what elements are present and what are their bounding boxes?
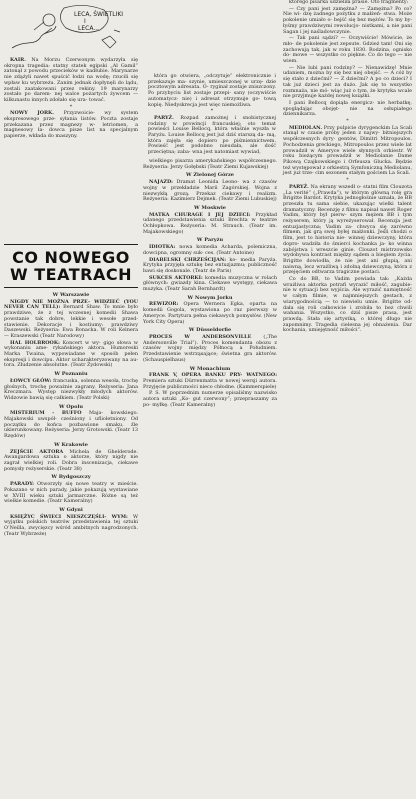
separator-star: * (210, 108, 214, 115)
article-paragraph (4, 379, 138, 402)
paragraph-text: Dramat Leonida Leono- wa z czasów wojny w przekładzie Marii Zagórskiej. Wojna z niezwykłą grozą. Przekaz ciekawy i realizm. Reżyseria: Kazimierz Dejmek. (Teatr Ziemi Lubuskiej) (143, 179, 277, 203)
separator-star: * (346, 177, 349, 184)
paragraph-lead: SUKCES AKTORKI: (149, 274, 203, 281)
paragraph-text: nowa komedia Acharda, polemiczna, dowcipna, ogromny suk- ces. (Teatr Antoine) (143, 244, 277, 256)
article-paragraph (4, 341, 138, 370)
article-paragraph (143, 213, 277, 236)
paragraph-lead: NAJAZD: (149, 179, 173, 186)
paragraph-text: Michela de Ghelderode. Awangardowa sztuka o aktorze, który nigdy nie zagrał wielkiej roli. Dobra inscenizacja, ciekawe pomysły reżyserskie. (Teatr 38) (4, 448, 138, 472)
paragraph-text: — Nie lubi pani rodziny? — Nienawidzę! Mnie udaniem, można by się bez niej obejść. — A cóż by się stało z dziećmi? — Z dziećmi? A po co dzieci? I tak już dzieci jest za dużo. Jak się to wszystko rozmnaża, nie mó- wiąc już o tym, że krytyka wcale nie przyjmuje każdej nowej książki. (283, 64, 412, 100)
paragraph-text: Rozpad zamożnej i snobistycznej rodziny w prowincji francuskiej; oto temat powieści Louise Bellocq, która właśnie wyszła w Paryżu. Louise Bellocq jest już dziś starszą da- mą, która zajęła się dopiero po piśmiennictwem. Powieść jest podobno nieudała, ale dość przeciętna; zaba- wna jest natomiast wywiad, (148, 114, 276, 156)
city-heading: W Nowym Jorku (187, 294, 233, 301)
paragraph-lead: KSIĘŻYC ŚWIECI NIESZCZĘŚLI- WYM: (10, 513, 128, 520)
article-paragraph (143, 245, 277, 256)
paragraph-text: Premiera sztuki Dürrenmatta w nowej wersji autora. Przyjęcie publiczności nieco chłodne. (Kammerspiele) (143, 377, 277, 390)
city-heading: W Poznaniu (54, 371, 88, 378)
paragraph-text: wielkiego pisarza amerykańskiego współczesnego. Reżyseria: Jerzy Gołębski (Teatr Ziemi Kujawskiej) (143, 158, 277, 170)
article-paragraph (4, 411, 138, 440)
paragraph-text: która go otwiera, „odczytuje” elektronicznie i przekazuje ma- szynie, umieszczonej w urzę- dzie pocztowym adresata. O- ryginał zostaje zniszczony. Po przybyciu list zostaje przepi- sany (oczywiście automatycz- nie) i adresat otrzymuje go- tową kopię. Niedyskrecja jest więc niemożliwa. (148, 73, 276, 108)
article-paragraph (283, 185, 412, 276)
paragraph-lead: NIGDY NIE MOŻNA PRZE- WIDZIEĆ (YOU NEVER CAN TELL): (4, 298, 138, 311)
article-paragraph (143, 391, 277, 408)
header-drawing (4, 0, 138, 56)
paragraph-lead: DIABELSKI CHRZEŚCIJAN: (149, 256, 227, 263)
paragraph-text: Przy pulpicie dyrygenckim La Scali stanął w czasie próby jeden z najwy- bitniejszych współczesnych dyry- gentów, Dimitri Mitropoulos. Pochodzenia greckiego, Mitropoulos przez wiele lat prowadził w Ameryce wiele słynnych orkiestr. W roku bieżącym prowadził w Mediolanie Dame Pikową Czajkowskiego i Orfeusza Glucka. Będzie też występował z orkiestrą Symfoniczną Mediolanu, jest już trze- cim sezonem stałym gościem La Scali. (283, 124, 412, 177)
city-heading: W Monachium (189, 365, 231, 372)
column-1-theatre-list (4, 290, 138, 538)
article-paragraph (143, 159, 277, 170)
paragraph-lead: HAL HOLBROOK: (10, 339, 60, 346)
news-item-kair: KAIR. Na Morzu Czerwonym wydarzyła się okropna tragedia: statny statek egipski „Al Gamil” zatonął z powodu przecieków w kadłubie. Marynarze nie zdążyli nawet spuścić łodzi na wodę; rzucili się wpław ku wybrzeżu. Zanim jednak dopłynęli do lądu, zostali zaatakowani przez rekiny. 19 marynarzy zostało po darem- nej walce pożartych żywcem — kilkunastu innych zdołało się ura- tować. (4, 57, 138, 103)
city-heading: W Düsseldorfie (188, 327, 232, 334)
column-1-top (4, 58, 138, 141)
column-2-top (148, 74, 276, 157)
paragraph-text: Na ekrany wszedł o- statni film Clouzota „La verité” („Prawda”), w którym główną rolę gra Brigitte Bardot. Krytyka jednogłośnie uznała, że BB przeszła tu sama siebie, ukazując wielki talent dramatyczny. Recenzję z filmu napisał nawet Roger Vadim, który był pierw- szym mężem BB i tym reżyserem, który ją wyreżyserował. Recenzja jest entuzjastyczna; Vadim za- chwyca się zarówno filmem, jak grą swej byłej małżonki. Jeśli chodzi o film, jest to historia nie- winnej dziewczyny, która dopro- wadziła do śmierci kochanka ja- ko winna zabójstwa i wreszcie ginie. Clouzot mistrzowsko wydobywa kontrast między sądem a biegiem życia. Brigitte dowiodła, że nie jest ani głupią, ani naiwną, lecz wrażliwą i zdolną dziewczyną, która z przejęciem odtwarza tragiczne postaci. (283, 183, 412, 276)
separator-star: * (346, 118, 349, 125)
article-paragraph (4, 300, 138, 340)
city-heading: W Opolu (58, 403, 84, 410)
article-paragraph (143, 276, 277, 293)
drawing-caption-line-3: LECA... (78, 25, 100, 32)
theatre-section-header (4, 244, 138, 288)
paragraph-text: Maja- kowskiego. Majakowski uwspół- cześniony i uflioletniony. Od początku do końca pozbawione smaku, źle ukierunkowany. Reżyseria: Jerzy Grotowski. (Teatr 13 Rzędów) (4, 410, 139, 440)
article-paragraph (283, 126, 412, 177)
paragraph-text: francuska, solenna wesoła, trochę głośnych, trochę poważnie zagrany. Reżyseria: Jana Kreczmara. Występ niezwykły młodych aktorów. Widzowie bawią się całkiem. (Teatr Polski) (4, 377, 139, 401)
paragraph-text: Otworzyły się nowe teatry w mieście. Pokazano w nich parady, jakie pokazują wystawiane w XVIII wieku sztuki jarmarczne. Różne są też wielkie komedie. (Teatr Kameralny) (4, 481, 138, 505)
article-paragraph (143, 258, 277, 275)
paragraph-lead: PARYŻ. (289, 183, 309, 190)
paragraph-text: — Czy pani jest zamężna? — Zamężna? Po co? Nie wi- dzę żadnego pożytku z małżeń- stwa. Może pokolenie umiało o- bejść się bez mężów. To my by- łyśmy prawdziwymi rewolucjo- nistkami, a nie pani Sagan i jej naśladowczynie. (283, 5, 412, 35)
article-paragraph (283, 36, 412, 65)
article-paragraph (283, 101, 412, 118)
article-paragraph (143, 373, 277, 390)
city-heading: W Bydgoszczy (51, 474, 91, 481)
paragraph-lead: MISTERIUM - BUFFO (10, 410, 82, 417)
paragraph-lead: ZEJŚCIE AKTORA (10, 448, 64, 455)
paragraph-lead: PROCES W ANDERSONVILLE (149, 333, 252, 340)
article-paragraph (283, 277, 412, 334)
paragraph-text: („The Andersonville Trial”). Proces komendanta obozu z czasów wojny między Północą a Południem. Przedstawienie wstrząsające; świetna gra aktorów. (Schauspielhaus) (143, 333, 277, 363)
article-paragraph (4, 450, 138, 473)
article-paragraph (143, 180, 277, 203)
paragraph-lead: MATKA CHURAGE I JEJ DZIECI: (149, 211, 251, 218)
column-2-theatre-list (143, 159, 277, 409)
paragraph-text: Bernard Shaw. To mnie było prawdziwe, że z tej wczesnej komedii Shawa powstanie tak dobre, lekkie i wesołe przed- stawienie. Dekoracje i kostiumy: prawdziwy Daszewski. Reżyseria: Ewa Bonacka. W roli Kelnera — Kraszewski (Teatr Narodowy) (4, 304, 138, 339)
article-paragraph (148, 116, 276, 156)
section-title-line-1: CO NOWEGO (12, 248, 130, 267)
paragraph-lead: REWIZOR: (149, 301, 179, 308)
city-heading: W Krakowie (54, 441, 88, 448)
drawing-caption-line-2: I (84, 18, 86, 25)
paragraph-lead: PARADY: (10, 481, 34, 488)
city-heading: W Moskwie (194, 204, 226, 211)
paragraph-text: Koncert w wy- gigo słowa w wykonaniu ame- rykańskiego aktora. Humoreski Marka Twaina, wypowiadane w sposób pełen ekspresji i dowcipu. Aktor ucharakteryzowany na au- tora. Złudzenie absolutne. (Teatr Żydowski) (4, 339, 138, 369)
paragraph-text: Przykład udanego przedstawienia sztuki Brechta w teatrze Ochłopkowa. Reżyseria: M. Strauch. (Teatr im. Majakowskiego) (143, 211, 277, 235)
paragraph-lead: IDIOTKA: (149, 244, 176, 251)
separator-star: * (69, 103, 73, 110)
section-title-line-2: W TEATRACH (10, 265, 132, 284)
city-heading: W Paryżu (196, 237, 224, 244)
drawing-caption-line-1: LECA, ŚWIETLIKI (74, 11, 124, 18)
column-3 (283, 0, 412, 335)
paragraph-text: komedia muzyczna w rolach głównych: gwiazdy kina. Ciekawe występy, ciekawa muzyka. (Teatr Sarah Bernhardt) (143, 274, 277, 293)
paragraph-text: ko- media Paryża. Krytyka przyjęła sztukę bez entuzjazmu; publiczność bawi się doskonale. (Teatr de Paris) (143, 256, 277, 274)
paragraph-lead: MEDIOLAN. (289, 124, 323, 131)
article-paragraph (143, 335, 277, 364)
city-heading: W Gdyni (59, 506, 83, 513)
article-paragraph (143, 302, 277, 325)
paragraph-text: — Tak pani sądzi? — Oczywiście! Mówicie, że mło- de pokolenie jest zepsute. Gdzież tam! Oni się zachowują tak, jak w roku 1830. Rodzina, ognisko do- mowe — wszystko co piękne. Co do tego — nie wiem. (283, 35, 412, 65)
city-heading: W Warszawie (52, 292, 90, 298)
news-item-nowy-jork: NOWY JORK. Przyzwoicie- wy system ekspresowego prze- syłania listów. Poczta zostaje przekazana przez magnezy w- letriomen, a magnesowy ła- dowca pisze list na specjalnym papierze, wkłada do maszyny. (4, 110, 138, 140)
paragraph-text: Co do BB, to Vadim powiada tak: „Każda wrażliwa aktorka potrafi wyrazić miłość, zagubie- nie w sytuacji bez wyjścia. Ale wyrazić namiętność w całym filmie, w najmniejszych gestach, z wiarygodnością — to niewielu umie. Brigitte od- dała się roli całkowicie i zrobiła to bez chwili wahania. Wszystko, co dziś pisze prasa, jest prawdą. Stała się artystką, o której długo nie zapomnimy. Tragedia cielesna jej obnażenia. Dar kochania, umiejętność miłości”. (283, 276, 412, 334)
paragraph-text: P. S. W poprzednim numerze opisaliśmy nazwisko autora sztuki „Ko- gut czerwony”; przepraszamy za po- myłkę. (Teatr Kameralny) (143, 390, 277, 408)
paragraph-text: którego pisarka udzieliła prasie. Oto fragmenty: (289, 0, 409, 5)
paragraph-text: I pani Bellocq dopiąła energicz- nie herbatkę, spoglądając obojęt- nie na osłupiałego dziennikarza. (283, 99, 412, 118)
article-paragraph (148, 74, 276, 108)
paragraph-lead: PARYŻ. (154, 114, 174, 121)
paragraph-text: W wyjątku polskich teatrów przedstawienia tej sztuki O’Neilla, zwycięzcy wśród ambitnych nagrodzonych. (Teatr Wybrzeże) (4, 513, 138, 537)
paragraph-text: Opera Wernera Egka, oparta na komedii Gogola, wystawiona po raz pierwszy w Ameryce. Partytura pełna ciekawych pomysłów. (New York City Opera) (143, 301, 277, 325)
article-paragraph (4, 482, 138, 505)
article-paragraph (4, 515, 138, 538)
paragraph-lead: ŁOWCY GŁÓW: (10, 377, 52, 384)
city-heading: W Zielonej Górze (186, 172, 234, 179)
article-paragraph (283, 7, 412, 36)
article-paragraph (283, 66, 412, 100)
paragraph-lead: FRANK V, OPERA BANKU PRY- WATNEGO: (149, 372, 277, 379)
